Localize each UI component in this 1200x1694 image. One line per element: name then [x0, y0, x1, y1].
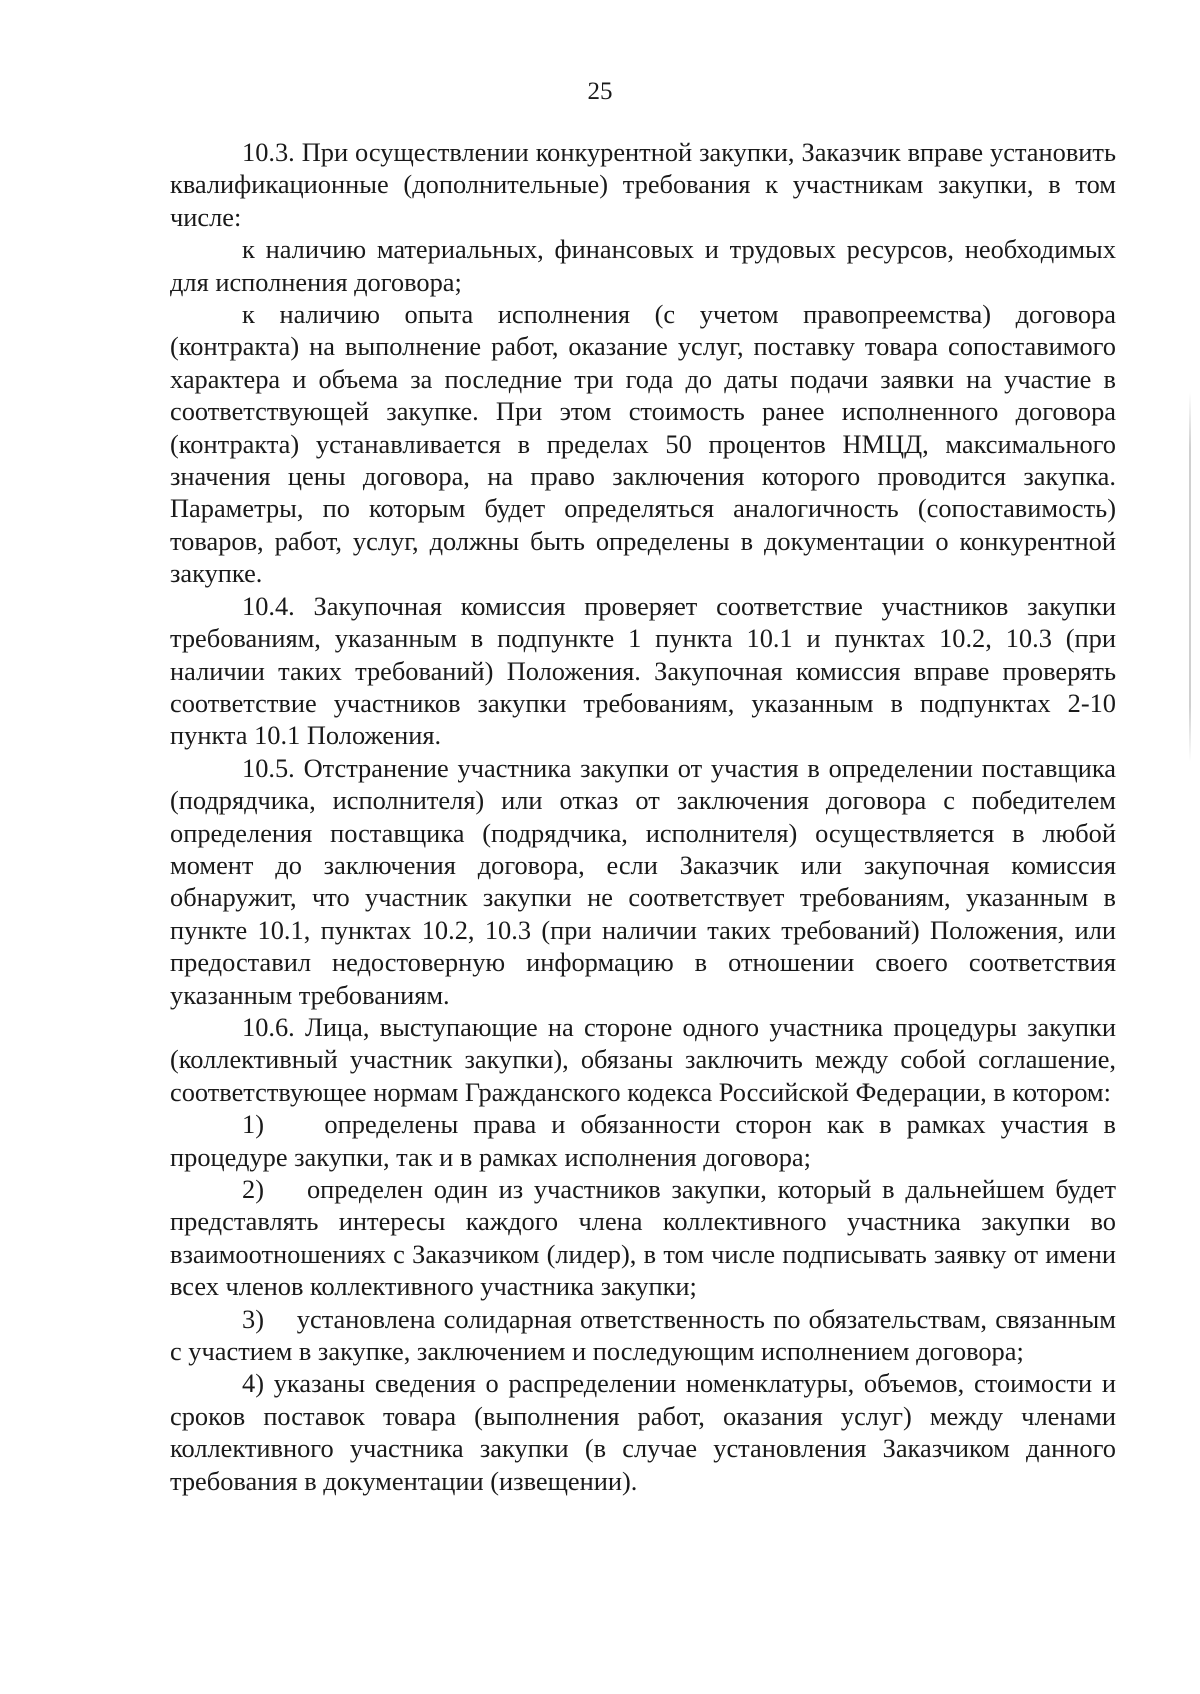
paragraph-resources-requirement: к наличию материальных, финансовых и трудовых ресурсов, необходимых для исполнения договора; [170, 234, 1116, 297]
scan-edge-mark [1189, 392, 1191, 762]
paragraph-10-6: 10.6. Лица, выступающие на стороне одного участника процедуры закупки (коллективный участник закупки), обязаны заключить между собой соглашение, соответствующее нормам Гражданского кодекса Российской Федерации, в котором: [170, 1011, 1116, 1107]
paragraph-10-5: 10.5. Отстранение участника закупки от участия в определении поставщика (подрядчика, исполнителя) или отказ от заключения договора с победителем определения поставщика (подрядчика, исполнителя) осуществляется в любой момент до заключения договора, если Заказчик или закупочная комиссия обнаружит, что участник закупки не соответствует требованиям, указанным в пункте 10.1, пунктах 10.2, 10.3 (при наличии таких требований) Положения, или предоставил недостоверную информацию в отношении своего соответствия указанным требованиям. [170, 752, 1116, 1010]
document-body [170, 136, 1116, 1497]
page-number: 25 [587, 78, 613, 105]
list-item-2: 2) определен один из участников закупки, который в дальнейшем будет представлять интересы каждого члена коллективного участника закупки во взаимоотношениях с Заказчиком (лидер), в том числе подписывать заявку от имени всех членов коллективного участника закупки; [170, 1174, 1116, 1302]
list-item-1: 1) определены права и обязанности сторон как в рамках участия в процедуре закупки, так и в рамках исполнения договора; [170, 1109, 1116, 1172]
paragraph-10-4: 10.4. Закупочная комиссия проверяет соответствие участников закупки требованиям, указанным в подпункте 1 пункта 10.1 и пунктах 10.2, 10.3 (при наличии таких требований) Положения. Закупочная комиссия вправе проверять соответствие участников закупки требованиям, указанным в подпунктах 2-10 пункта 10.1 Положения. [170, 590, 1116, 751]
list-item-4: 4) указаны сведения о распределении номенклатуры, объемов, стоимости и сроков поставок товара (выполнения работ, оказания услуг) между членами коллективного участника закупки (в случае установления Заказчиком данного требования в документации (извещении). [170, 1368, 1116, 1496]
paragraph-experience-requirement: к наличию опыта исполнения (с учетом правопреемства) договора (контракта) на выполнение работ, оказание услуг, поставку товара сопоставимого характера и объема за последние три года до даты подачи заявки на участие в соответствующей закупке. При этом стоимость ранее исполненного договора (контракта) устанавливается в пределах 50 процентов НМЦД, максимального значения цены договора, на право заключения которого проводится закупка. Параметры, по которым будет определяться аналогичность (сопоставимость) товаров, работ, услуг, должны быть определены в документации о конкурентной закупке. [170, 299, 1116, 589]
list-item-3: 3) установлена солидарная ответственность по обязательствам, связанным с участием в закупке, заключением и последующим исполнением договора; [170, 1303, 1116, 1367]
paragraph-10-3: 10.3. При осуществлении конкурентной закупки, Заказчик вправе установить квалификационные (дополнительные) требования к участникам закупки, в том числе: [170, 137, 1116, 232]
